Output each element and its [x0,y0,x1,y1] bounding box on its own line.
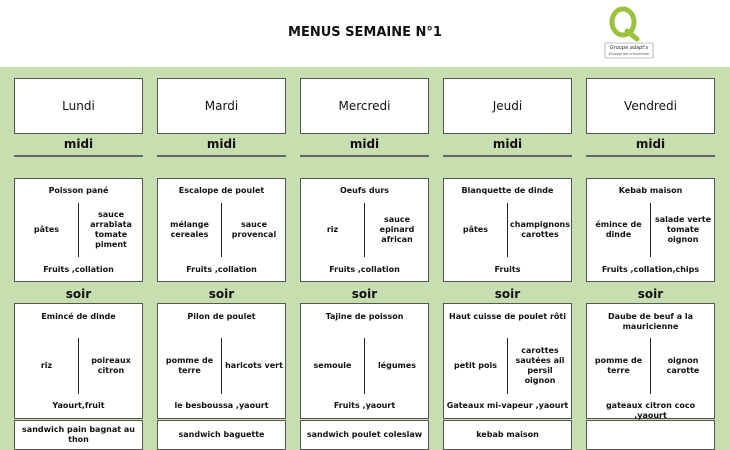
day-header [14,78,143,134]
separator [650,338,651,394]
side-left: pomme de terre [594,356,643,375]
separator [78,338,79,394]
sandwich-box [443,420,572,450]
side-left: pâtes [462,225,489,234]
divider [300,155,429,157]
soir-menu-card [443,303,572,419]
separator [364,338,365,394]
separator [221,203,222,257]
divider [586,155,715,157]
soir-label: soir [65,287,92,301]
side-right: légumes [377,361,417,370]
midi-label: midi [635,137,666,151]
main-dish: Escalope de poulet [178,186,265,195]
day-header [300,78,429,134]
soir-menu-card [14,303,143,419]
dessert: Fruits ,collation [329,265,400,274]
day-name: Lundi [62,99,95,113]
midi-menu-card [300,178,429,282]
dessert: Fruits ,collation [43,265,114,274]
side-right: sauce provencal [231,220,277,239]
main-dish: Poisson pané [48,186,109,195]
side-left: émince de dinde [595,220,642,239]
soir-menu-card [586,303,715,419]
side-left: pomme de terre [165,356,214,375]
sandwich-box [300,420,429,450]
midi-label: midi [492,137,523,151]
page-title: MENUS SEMAINE N°1 [288,25,442,40]
separator [507,338,508,394]
soir-menu-card [300,303,429,419]
side-left: riz [326,225,339,234]
separator [650,203,651,257]
midi-label: midi [63,137,94,151]
soir-label: soir [351,287,378,301]
midi-menu-card [443,178,572,282]
midi-menu-card [157,178,286,282]
sandwich-label: kebab maison [476,430,539,439]
main-dish: Haut cuisse de poulet rôti [449,312,566,321]
side-left: riz [40,361,53,370]
dessert: Fruits ,yaourt [333,401,396,410]
side-right: champignons carottes [510,220,571,239]
main-dish: Tajine de poisson [325,312,404,321]
sandwich-label: sandwich pain bagnat au thon [22,425,135,444]
company-logo [603,5,658,60]
soir-menu-card [157,303,286,419]
midi-label: midi [349,137,380,151]
separator [221,338,222,394]
main-dish: Kebab maison [618,186,683,195]
side-right: poireaux citron [91,356,131,375]
sandwich-box [14,420,143,450]
dessert: Fruits ,collation [186,265,257,274]
logo-q-icon [603,5,658,60]
separator [364,203,365,257]
dessert: gateaux citron coco ,yaourt [605,401,696,420]
sandwich-box [157,420,286,450]
side-right: sauce arrabiata tomate piment [90,210,132,249]
main-dish: Daube de beuf a la mauricienne [607,312,694,331]
sandwich-box [586,420,715,450]
day-header [443,78,572,134]
side-left: pâtes [33,225,60,234]
day-header [586,78,715,134]
main-dish: Blanquette de dinde [461,186,554,195]
side-left: mélange cereales [170,220,209,239]
main-dish: Emincé de dinde [41,312,116,321]
separator [507,203,508,257]
dessert: Yaourt,fruit [52,401,105,410]
svg-text:Entreprise d'insertion: Entreprise d'insertion [608,51,650,56]
side-left: petit pois [453,361,498,370]
divider [443,155,572,157]
dessert: Fruits [494,265,521,274]
midi-menu-card [14,178,143,282]
side-right: haricots vert [225,361,283,370]
midi-label: midi [206,137,237,151]
soir-label: soir [637,287,664,301]
divider [14,155,143,157]
soir-label: soir [494,287,521,301]
side-right: carottes sautées ail persil oignon [515,346,565,385]
day-name: Mardi [204,99,239,113]
dessert: Fruits ,collation,chips [601,265,700,274]
sandwich-label: sandwich baguette [178,430,265,439]
day-header [157,78,286,134]
dessert: le besboussa ,yaourt [174,401,269,410]
side-right: salade verte tomate oignon [654,215,712,244]
main-dish: Oeufs durs [339,186,390,195]
midi-menu-card [586,178,715,282]
separator [78,203,79,257]
sandwich-label: sandwich poulet coleslaw [306,430,423,439]
side-right: oignon carotte [666,356,700,375]
main-dish: Pilon de poulet [187,312,256,321]
dessert: Gateaux mi-vapeur ,yaourt [446,401,569,410]
day-name: Jeudi [492,99,523,113]
side-left: semoule [313,361,352,370]
day-name: Vendredi [624,99,677,113]
side-right: sauce epinard african [379,215,415,244]
day-name: Mercredi [338,99,391,113]
soir-label: soir [208,287,235,301]
svg-text:Groupe adapt's: Groupe adapt's [609,45,649,51]
divider [157,155,286,157]
